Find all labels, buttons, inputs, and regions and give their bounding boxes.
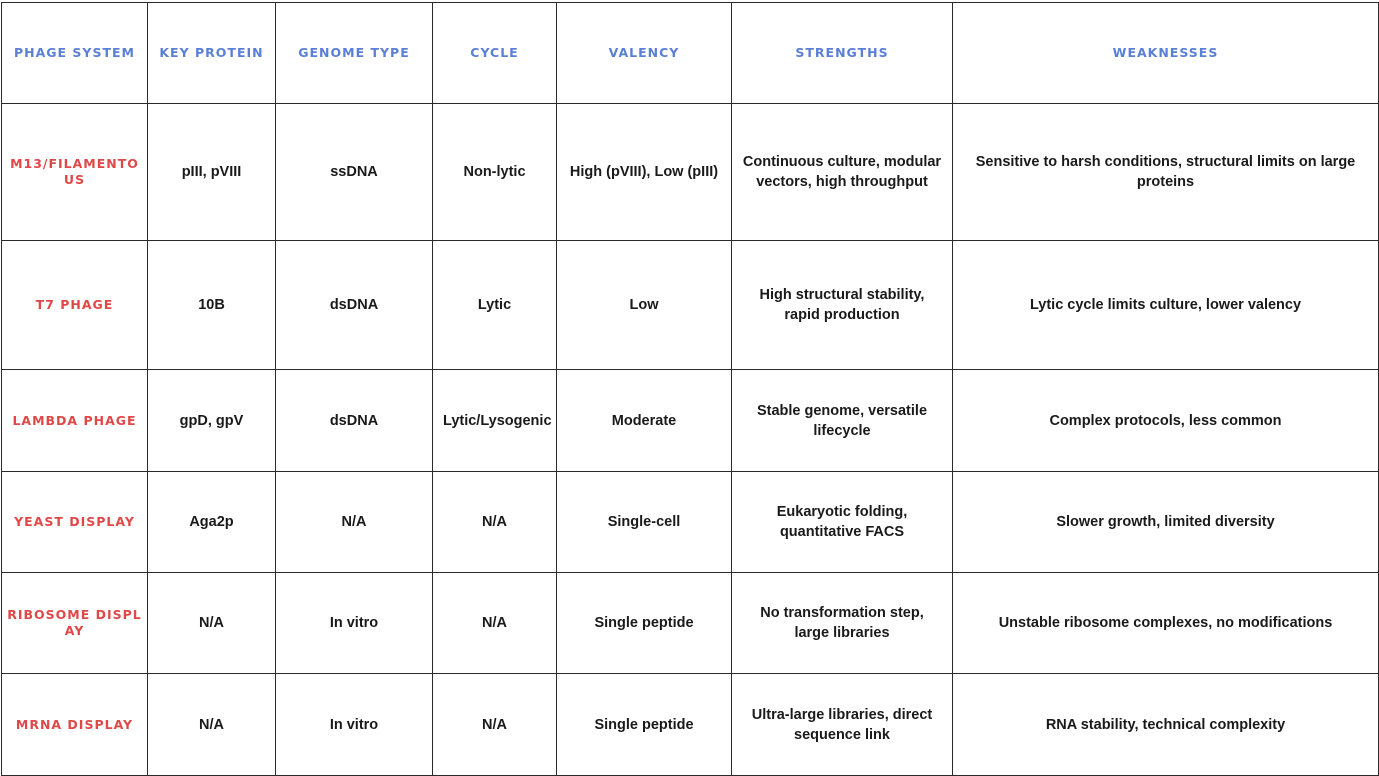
cell-weaknesses: RNA stability, technical complexity: [953, 674, 1379, 776]
table-row: [2, 370, 1379, 472]
table-row: [2, 472, 1379, 573]
cell-genome-type: dsDNA: [276, 370, 433, 472]
cell-system: MRNA DISPLAY: [2, 674, 148, 776]
cell-system: T7 PHAGE: [2, 241, 148, 370]
table-row: [2, 573, 1379, 674]
cell-weaknesses: Unstable ribosome complexes, no modifications: [953, 573, 1379, 674]
cell-cycle: N/A: [433, 674, 557, 776]
cell-key-protein: gpD, gpV: [148, 370, 276, 472]
cell-genome-type: dsDNA: [276, 241, 433, 370]
cell-strengths: Stable genome, versatile lifecycle: [732, 370, 953, 472]
cell-strengths: High structural stability, rapid production: [732, 241, 953, 370]
cell-cycle: N/A: [433, 472, 557, 573]
cell-cycle: Lytic: [433, 241, 557, 370]
cell-system: LAMBDA PHAGE: [2, 370, 148, 472]
cell-valency: Low: [557, 241, 732, 370]
cell-valency: Single peptide: [557, 674, 732, 776]
header-cycle: CYCLE: [433, 3, 557, 104]
table-row: [2, 104, 1379, 241]
cell-key-protein: N/A: [148, 573, 276, 674]
cell-strengths: No transformation step, large libraries: [732, 573, 953, 674]
cell-weaknesses: Sensitive to harsh conditions, structural limits on large proteins: [953, 104, 1379, 241]
cell-genome-type: In vitro: [276, 674, 433, 776]
phage-display-comparison-table: [1, 2, 1379, 776]
cell-weaknesses: Slower growth, limited diversity: [953, 472, 1379, 573]
cell-genome-type: N/A: [276, 472, 433, 573]
cell-cycle: Lytic/Lysogenic: [433, 370, 557, 472]
cell-valency: High (pVIII), Low (pIII): [557, 104, 732, 241]
header-weaknesses: WEAKNESSES: [953, 3, 1379, 104]
cell-cycle: Non-lytic: [433, 104, 557, 241]
cell-key-protein: pIII, pVIII: [148, 104, 276, 241]
cell-system: M13/FILAMENTOUS: [2, 104, 148, 241]
cell-strengths: Ultra-large libraries, direct sequence link: [732, 674, 953, 776]
cell-key-protein: 10B: [148, 241, 276, 370]
header-valency: VALENCY: [557, 3, 732, 104]
header-key-protein: KEY PROTEIN: [148, 3, 276, 104]
cell-valency: Single-cell: [557, 472, 732, 573]
cell-system: YEAST DISPLAY: [2, 472, 148, 573]
cell-genome-type: ssDNA: [276, 104, 433, 241]
header-row: [2, 3, 1379, 104]
cell-weaknesses: Lytic cycle limits culture, lower valency: [953, 241, 1379, 370]
cell-weaknesses: Complex protocols, less common: [953, 370, 1379, 472]
header-genome-type: GENOME TYPE: [276, 3, 433, 104]
cell-strengths: Eukaryotic folding, quantitative FACS: [732, 472, 953, 573]
cell-strengths: Continuous culture, modular vectors, high throughput: [732, 104, 953, 241]
header-phage-system: PHAGE SYSTEM: [2, 3, 148, 104]
cell-genome-type: In vitro: [276, 573, 433, 674]
cell-system: RIBOSOME DISPLAY: [2, 573, 148, 674]
header-strengths: STRENGTHS: [732, 3, 953, 104]
cell-key-protein: N/A: [148, 674, 276, 776]
cell-valency: Single peptide: [557, 573, 732, 674]
table-row: [2, 241, 1379, 370]
cell-cycle: N/A: [433, 573, 557, 674]
cell-valency: Moderate: [557, 370, 732, 472]
table-row: [2, 674, 1379, 776]
cell-key-protein: Aga2p: [148, 472, 276, 573]
